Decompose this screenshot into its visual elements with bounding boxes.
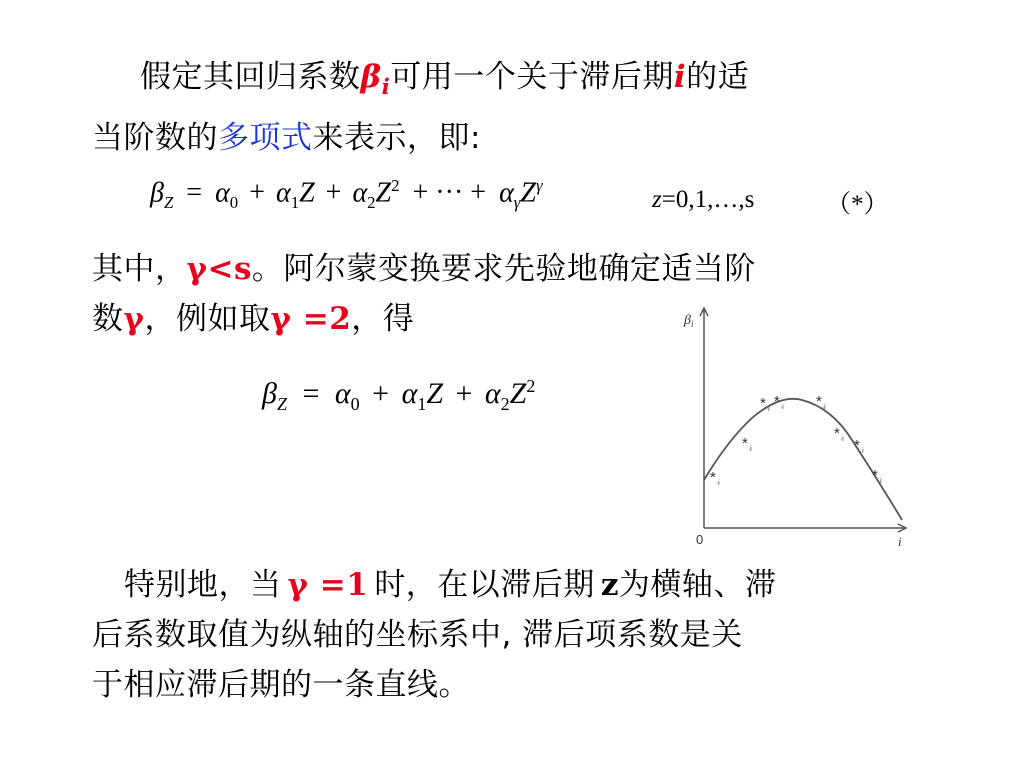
beta-subscript-i: i: [381, 75, 391, 101]
intro-line-1: [92, 52, 952, 113]
scatter-point: $*_{\cdot i}$: [774, 393, 784, 411]
formula2-z2-sup: 2: [526, 376, 536, 396]
range-var: z: [652, 186, 662, 213]
formula2-alpha0-sub: 0: [350, 394, 360, 414]
formula2-z1: Z: [426, 377, 443, 410]
formula1-alpha2: α: [352, 177, 368, 209]
plot-background: [692, 300, 922, 552]
linear-case-paragraph: [92, 560, 952, 710]
formula1-zgamma: Z: [520, 177, 536, 209]
lag-z-symbol: z: [600, 567, 619, 603]
formula1-beta-sub: Z: [163, 192, 174, 212]
almon-line-1: [92, 244, 952, 294]
scatter-point: $*_{\cdot i}$: [872, 467, 882, 485]
scatter-point: $*_{\cdot i}$: [760, 395, 770, 413]
scatter-point: $*_{\cdot i}$: [710, 469, 720, 487]
formula2-plus2: +: [455, 377, 473, 410]
almon-text-a: 其中，: [92, 251, 187, 287]
formula2-alpha2: α: [484, 377, 501, 410]
formula1-z1: Z: [299, 177, 315, 209]
intro-text-c: 的适: [686, 59, 750, 95]
formula1-alpha0: α: [215, 177, 230, 209]
gamma-less-s: γ<s: [186, 251, 252, 287]
linear-text-b: 时，在以滞后期: [374, 567, 595, 603]
formula2-beta: β: [262, 377, 277, 410]
y-axis-label: $\beta_i$: [684, 313, 694, 329]
intro-paragraph: [92, 52, 952, 163]
almon-text-e: ，得: [351, 301, 415, 337]
formula1-z2: Z: [375, 177, 392, 209]
scatter-point: $*_{\cdot i}$: [834, 425, 844, 443]
lag-i-symbol: i: [673, 59, 687, 95]
formula2-equals: =: [302, 377, 320, 410]
intro-line-2: [92, 113, 952, 163]
formula1-ellipsis-terms: + ··· +: [412, 177, 487, 209]
formula2-plus1: +: [372, 377, 390, 410]
scatter-point: $*_{\cdot i}$: [854, 437, 864, 455]
formula1-plus2: +: [325, 177, 342, 209]
formula1-alpha1-sub: 1: [290, 192, 300, 212]
formula2-alpha1-sub: 1: [417, 394, 427, 414]
almon-quadratic-formula: [262, 376, 535, 415]
gamma-equals-2: γ =2: [270, 301, 352, 337]
formula1-tag: [826, 184, 889, 220]
scatter-point: $*_{\cdot i}$: [816, 393, 826, 411]
linear-line-2: 后系数取值为纵轴的坐标系中, 滞后项系数是关: [92, 617, 743, 653]
formula2-z2: Z: [509, 377, 527, 410]
formula1-alphagamma-sub: γ: [513, 192, 521, 212]
gamma-equals-1: γ =1: [287, 567, 369, 603]
linear-text-a: 特别地，当: [124, 567, 282, 603]
scatter-point: $*_{\cdot i}$: [742, 435, 752, 453]
formula2-alpha1: α: [401, 377, 418, 410]
intro-text-a: 假定其回归系数: [140, 59, 361, 95]
linear-line-3: 于相应滞后期的一条直线。: [92, 667, 470, 703]
formula2-alpha0: α: [334, 377, 351, 410]
formula1-alpha2-sub: 2: [367, 192, 376, 212]
almon-text-b: 。阿尔蒙变换要求先验地确定适当阶: [251, 251, 756, 287]
formula1-zgamma-sup: γ: [535, 176, 543, 195]
intro-text-b: 可用一个关于滞后期: [390, 59, 674, 95]
x-axis-label: i: [898, 534, 902, 549]
equation-tag: （*）: [826, 191, 889, 218]
almon-text-c: 数: [92, 301, 124, 337]
formula1-beta: β: [150, 177, 164, 209]
almon-general-formula: [150, 176, 543, 213]
formula1-equals: =: [186, 177, 203, 209]
intro-text-e: 来表示，即:: [312, 120, 481, 157]
formula1-alphagamma: α: [499, 177, 514, 209]
intro-text-d: 当阶数的: [92, 120, 218, 157]
formula1-alpha1: α: [275, 177, 291, 209]
linear-text-c: 为横轴、滞: [618, 567, 777, 603]
formula1-plus1: +: [249, 177, 265, 209]
beta-symbol: β: [360, 59, 382, 95]
lag-coefficient-plot: [684, 300, 922, 552]
almon-text-d: ，例如取: [144, 301, 271, 337]
formula1-range: [652, 186, 754, 214]
formula2-beta-sub: Z: [276, 394, 287, 414]
polynomial-term: 多项式: [218, 120, 313, 157]
formula1-z2-sup: 2: [391, 176, 400, 195]
range-values: =0,1,…,s: [661, 186, 755, 213]
formula2-alpha2-sub: 2: [500, 394, 510, 414]
formula1-alpha0-sub: 0: [229, 192, 239, 212]
origin-label: 0: [696, 532, 704, 547]
gamma-symbol: γ: [123, 301, 145, 337]
linear-line-1: [92, 560, 952, 610]
